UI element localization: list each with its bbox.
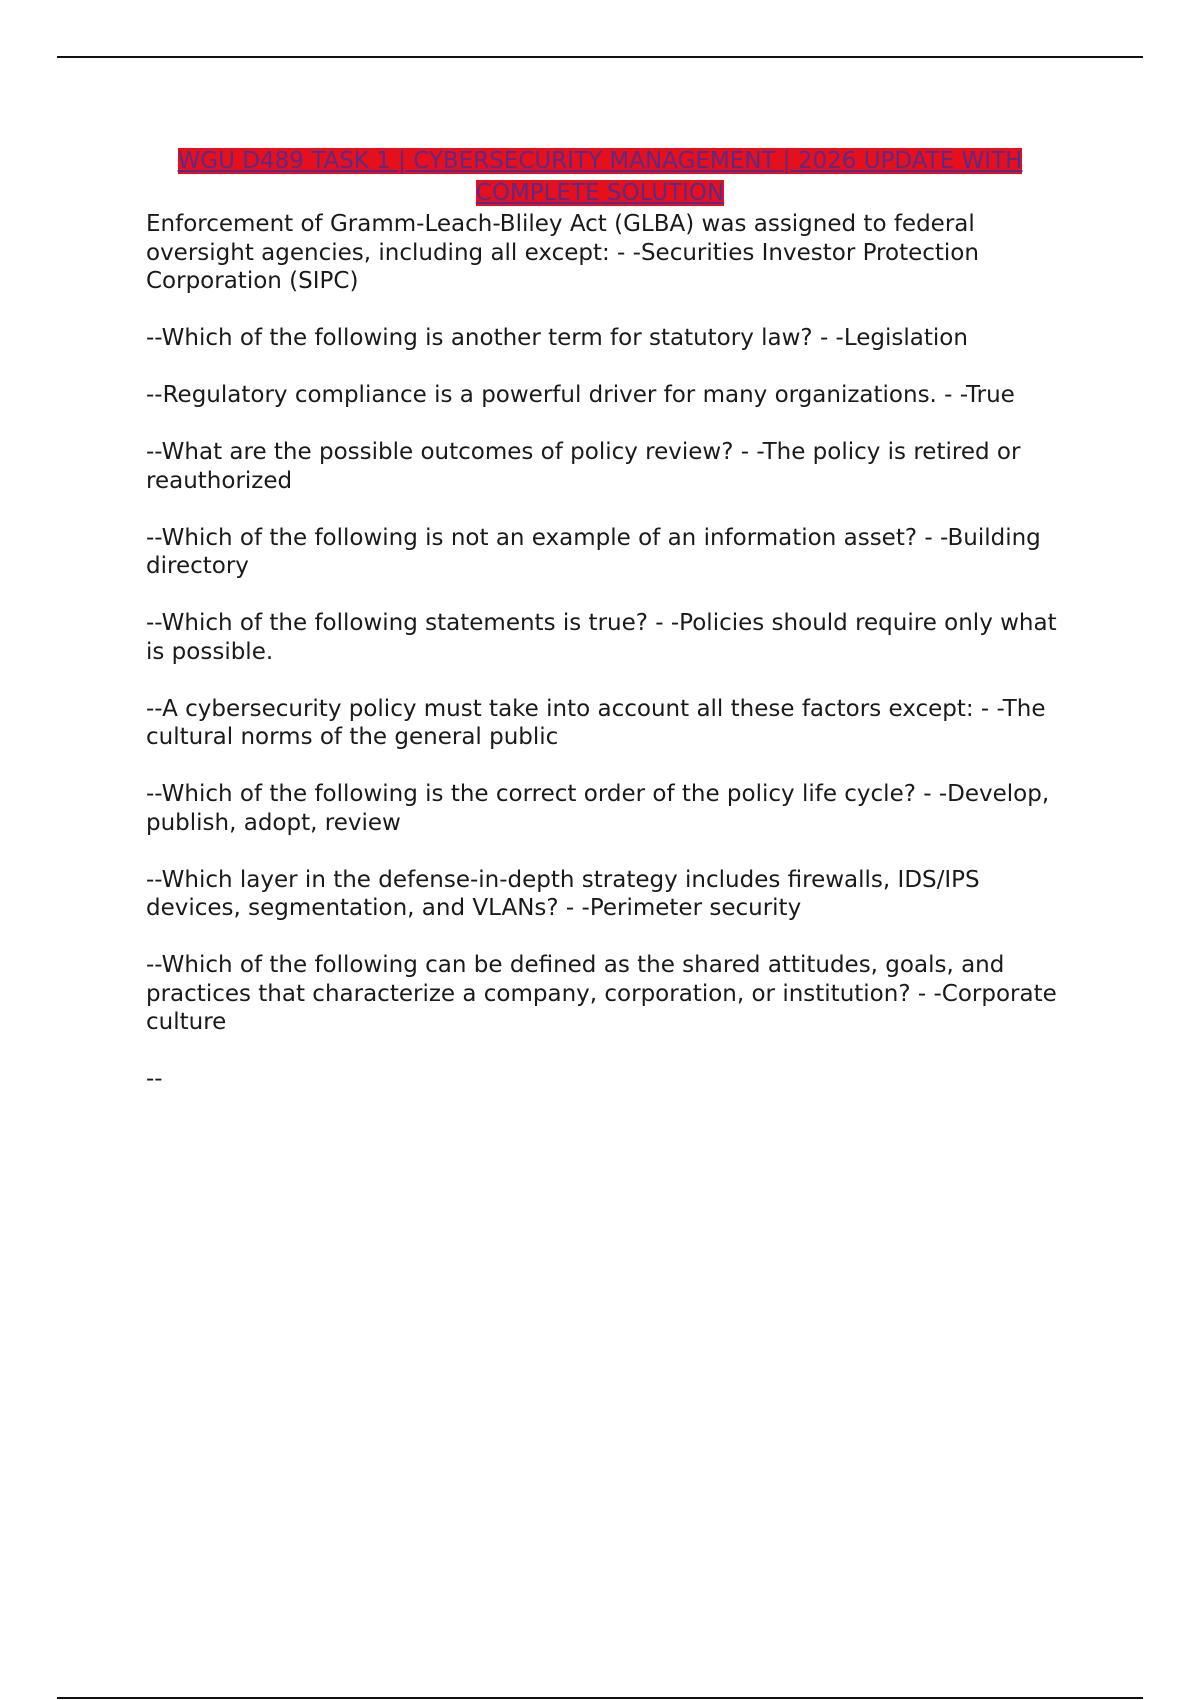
qa-entry-6: --Which of the following statements is true? - -Policies should require only what is possible. xyxy=(146,610,1057,665)
document-title-text: WGU D489 TASK 1 | CYBERSECURITY MANAGEMENT | 2026 UPDATE WITH COMPLETE SOLUTION xyxy=(177,148,1023,206)
qa-entry-7: --A cybersecurity policy must take into account all these factors except: - -The cultural norms of the general public xyxy=(146,695,1046,750)
top-rule xyxy=(57,56,1143,58)
document-body xyxy=(146,210,1066,1122)
qa-entry-5: --Which of the following is not an example of an information asset? - -Building directory xyxy=(146,524,1041,579)
qa-entry-8: --Which of the following is the correct order of the policy life cycle? - -Develop, publish, adopt, review xyxy=(146,781,1050,836)
qa-entry-9: --Which layer in the defense-in-depth strategy includes firewalls, IDS/IPS devices, segmentation, and VLANs? - -Perimeter security xyxy=(146,866,980,921)
qa-entry-2: --Which of the following is another term for statutory law? - -Legislation xyxy=(146,325,968,351)
qa-entry-10: --Which of the following can be defined as the shared attitudes, goals, and practices that characterize a company, corporation, or institution? - -Corporate culture xyxy=(146,952,1057,1035)
qa-entry-4: --What are the possible outcomes of policy review? - -The policy is retired or reauthorized xyxy=(146,439,1021,494)
document-title xyxy=(146,145,1054,209)
qa-entry-1: Enforcement of Gramm-Leach-Bliley Act (GLBA) was assigned to federal oversight agencies, including all except: - -Securities Investor Protection Corporation (SIPC) xyxy=(146,211,979,294)
qa-entry-3: --Regulatory compliance is a powerful driver for many organizations. - -True xyxy=(146,382,1015,408)
qa-entry-11: -- xyxy=(146,1066,163,1092)
bottom-rule xyxy=(57,1697,1143,1699)
